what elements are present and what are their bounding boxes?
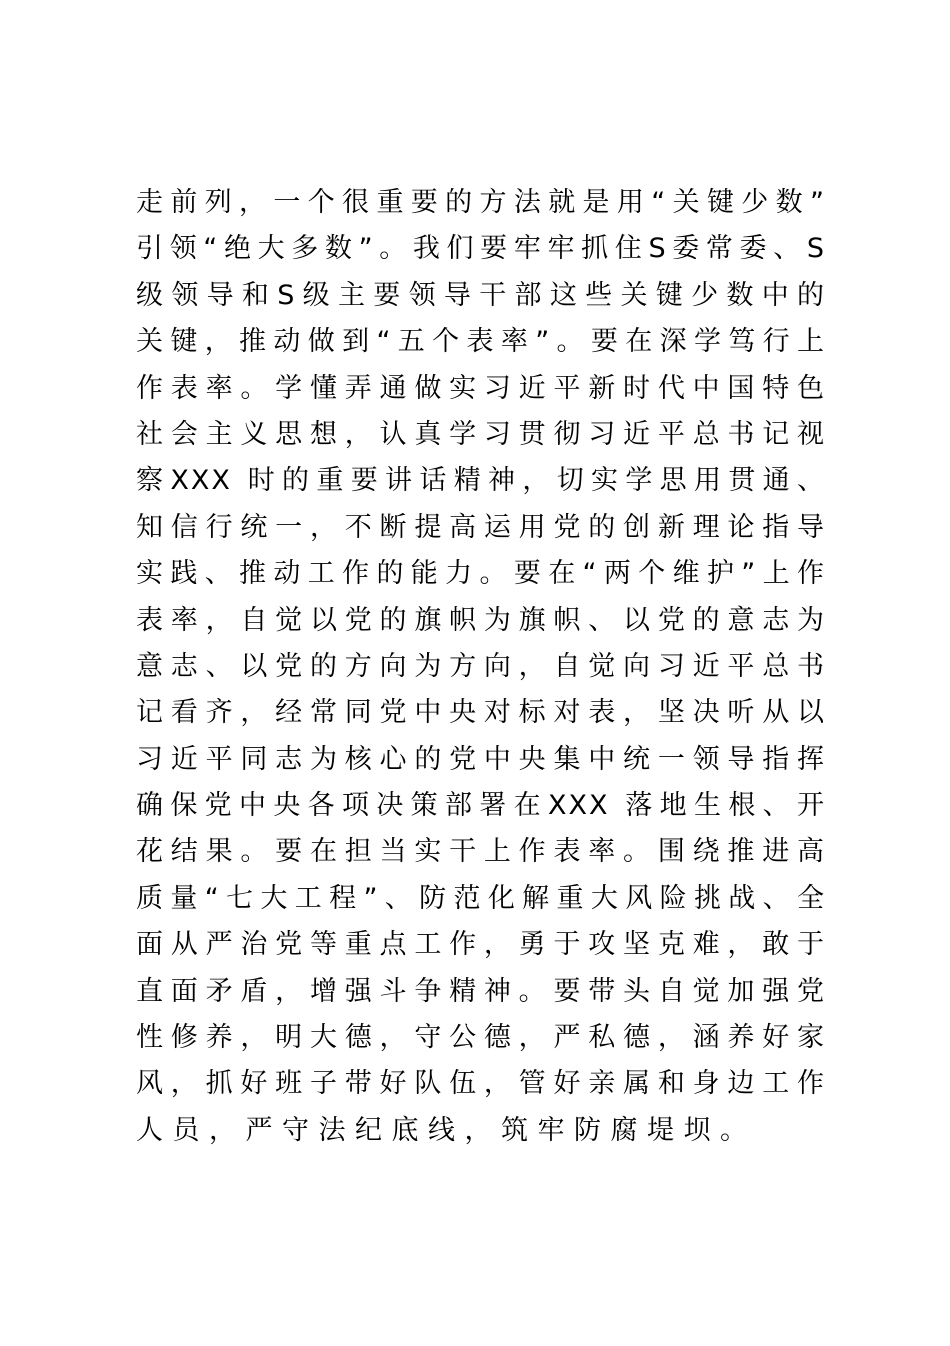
paragraph-line-12: 记看齐，经常同党中央对标对表，坚决听从以 xyxy=(136,697,826,729)
paragraph-line-4: 关键，推动做到“五个表率”。要在深学笃行上 xyxy=(136,326,826,358)
paragraph-line-9: 实践、推动工作的能力。要在“两个维护”上作 xyxy=(136,558,826,590)
paragraph-line-8: 知信行统一，不断提高运用党的创新理论指导 xyxy=(136,511,826,543)
paragraph-line-19: 性修养，明大德，守公德，严私德，涵养好家 xyxy=(136,1022,826,1054)
paragraph-line-6: 社会主义思想，认真学习贯彻习近平总书记视 xyxy=(136,418,826,450)
paragraph-line-21: 人员，严守法纪底线，筑牢防腐堤坝。 xyxy=(136,1114,757,1146)
paragraph-line-14: 确保党中央各项决策部署在XXX 落地生根、开 xyxy=(136,790,826,822)
paragraph-line-10: 表率，自觉以党的旗帜为旗帜、以党的意志为 xyxy=(136,604,826,636)
paragraph-line-15: 花结果。要在担当实干上作表率。围绕推进高 xyxy=(136,836,826,868)
paragraph-line-11: 意志、以党的方向为方向，自觉向习近平总书 xyxy=(136,650,826,682)
body-paragraph xyxy=(136,180,826,1154)
paragraph-line-2: 引领“绝大多数”。我们要牢牢抓住S委常委、S xyxy=(136,233,826,265)
paragraph-line-5: 作表率。学懂弄通做实习近平新时代中国特色 xyxy=(136,372,826,404)
paragraph-line-3: 级领导和S级主要领导干部这些关键少数中的 xyxy=(136,279,826,311)
paragraph-line-1: 走前列，一个很重要的方法就是用“关键少数” xyxy=(136,187,826,218)
paragraph-line-18: 直面矛盾，增强斗争精神。要带头自觉加强党 xyxy=(136,975,826,1007)
paragraph-line-13: 习近平同志为核心的党中央集中统一领导指挥 xyxy=(136,743,826,775)
paragraph-line-17: 面从严治党等重点工作，勇于攻坚克难，敢于 xyxy=(136,929,826,961)
paragraph-line-7: 察XXX 时的重要讲话精神，切实学思用贯通、 xyxy=(136,465,826,497)
paragraph-line-16: 质量“七大工程”、防范化解重大风险挑战、全 xyxy=(136,882,826,914)
paragraph-line-20: 风，抓好班子带好队伍，管好亲属和身边工作 xyxy=(136,1068,826,1100)
